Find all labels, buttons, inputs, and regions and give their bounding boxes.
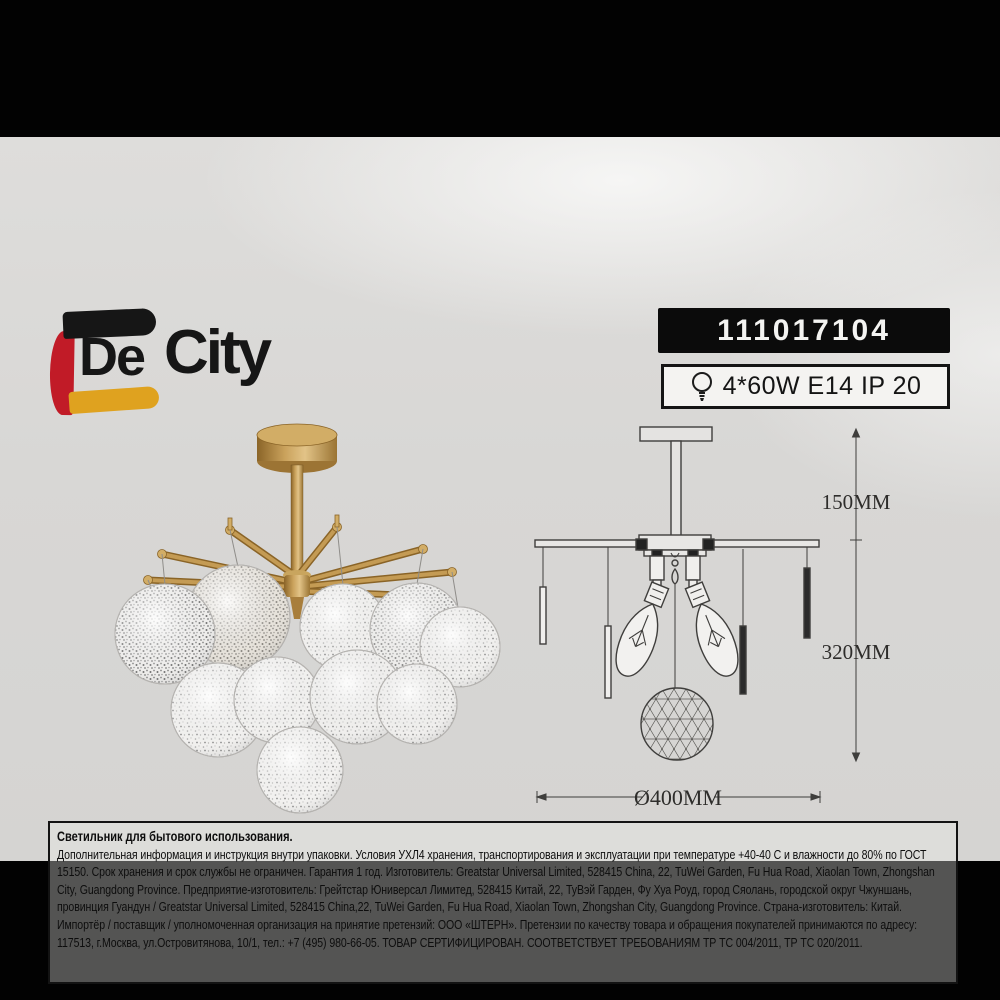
- lamp-spec-box: [661, 364, 950, 409]
- article-number: 111017104: [717, 313, 891, 347]
- drawing-stem: [671, 441, 681, 536]
- info-box: [48, 821, 958, 984]
- technical-drawing: [500, 419, 960, 819]
- candle-bulb-left: [608, 579, 676, 682]
- dim-label-diameter: Ø400MM: [633, 785, 723, 810]
- ceiling-plate: [640, 427, 712, 441]
- central-body: [636, 535, 714, 556]
- lightbulb-icon: [690, 371, 714, 403]
- dim-label-top: 150MM: [821, 490, 891, 514]
- info-body: Дополнительная информация и инструкция внутри упаковки. Условия УХЛ4 хранения, транспортирования и эксплуатации при температуре +40-40 С и влажности до 80% по ГОСТ 15150. Срок хранения и срок службы не ограничен. Гарантия 1 год. Изготовитель: Greatstar Universal Limited, 528415 China, 22, TuWei Garden, Fu Hua Road, Xiaolan Town, Zhongshan City, Guangdong Province. Предприятие-изготовитель: Грейтстар Юниверсал Лимитед, 528415 Китай, 22, ТуВэй Гарден, Фу Хуа Роуд, город Сяолань, городской округ Чжуншань, провинция Гуандун / Greatstar Universal Limited, 528415 China,22, TuWei Garden, Fu Hua Road, Xiaolan Town, Zhongshan City, Guangdong Province. Страна-изготовитель: Китай. Импортёр / поставщик / уполномоченная организация на принятие претензий: ООО «ШТЕРН». Претензии по качеству товара и обращения покупателей принимаются по адресу: 117513, г.Москва, ул.Островитянова, 10/1, тел.: +7 (495) 980-66-05. ТОВАР СЕРТИФИЦИРОВАН. СООТВЕТСТВУЕТ ТРЕБОВАНИЯМ ТР ТС 004/2011, ТР ТС 020/2011.: [57, 846, 935, 950]
- info-text: [57, 828, 949, 951]
- brand-name-second: City: [164, 318, 270, 387]
- brand-logo: [48, 305, 288, 417]
- lamp-spec-text: 4*60W E14 IP 20: [722, 372, 922, 400]
- dimension-vertical: [850, 429, 862, 761]
- stem-rod: [291, 465, 303, 579]
- photo-black-band-top: [0, 0, 1000, 137]
- article-number-box: [658, 308, 950, 353]
- info-title: Светильник для бытового использования.: [57, 829, 293, 844]
- crystal-ball: [641, 688, 713, 760]
- glass-disc: [257, 727, 343, 813]
- product-photo: [90, 417, 510, 817]
- brand-name-first: De: [79, 327, 145, 387]
- candle-bulb-right: [678, 579, 746, 682]
- dim-label-bottom: 320MM: [821, 640, 891, 664]
- glass-disc: [377, 664, 457, 744]
- centre-drop: [671, 553, 679, 688]
- product-label: [0, 137, 1000, 950]
- glass-discs: [115, 565, 500, 813]
- logo-yellow-bar-icon: [68, 386, 159, 414]
